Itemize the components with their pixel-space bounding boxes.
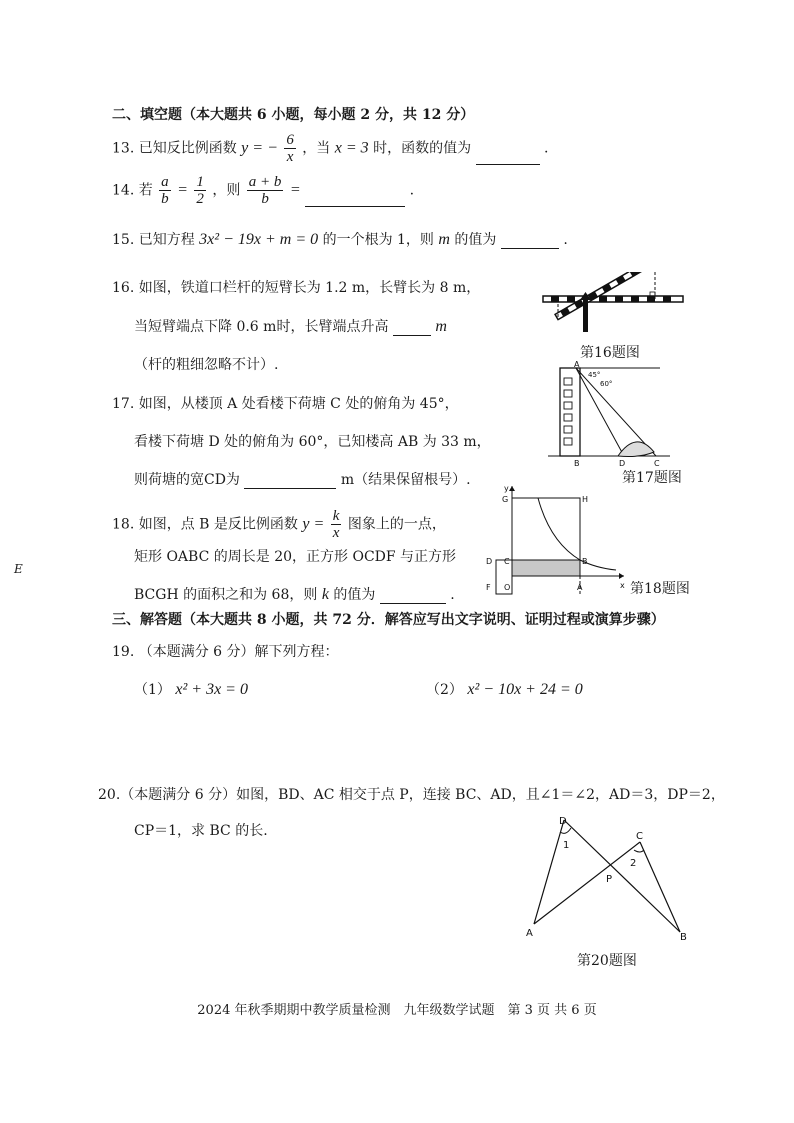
- q16-line-1: [112, 277, 480, 297]
- q13-number: 13.: [112, 140, 135, 157]
- svg-text:B: B: [680, 932, 687, 942]
- q17-line-1: [112, 393, 459, 413]
- q13-text-pre: 已知反比例函数: [138, 140, 237, 157]
- q13-end: .: [544, 140, 549, 157]
- q19-title: 19. （本题满分 6 分）解下列方程：: [112, 644, 339, 660]
- q19-p2-label: （2）: [426, 682, 463, 698]
- svg-text:60°: 60°: [600, 380, 613, 388]
- q17-text-1: 如图，从楼顶 A 处看楼下荷塘 C 处的俯角为 45°，: [138, 396, 459, 412]
- q17-pond: [618, 442, 654, 457]
- q16-text-2: 当短臂端点下降 0.6 m时，长臂端点升高: [134, 319, 389, 335]
- q20-segment-AC: [534, 842, 640, 924]
- q18-fn-lhs: y =: [302, 515, 325, 533]
- q20-segment-AD: [534, 820, 564, 924]
- q18-text-1b: 图象上的一点，: [347, 516, 446, 533]
- q17-caption: 第17题图: [622, 470, 682, 486]
- q14-end: .: [409, 182, 415, 199]
- q15-end: .: [563, 232, 568, 248]
- q13-text-post: 时，函数的值为: [373, 140, 472, 157]
- q15-equation: 3x² − 19x + m = 0: [199, 231, 319, 248]
- q19-p1-equation: x² + 3x = 0: [175, 681, 248, 698]
- q17-building: [560, 368, 580, 456]
- svg-text:D: D: [486, 557, 493, 566]
- q16-figure: [538, 272, 688, 334]
- svg-text:F: F: [486, 583, 491, 592]
- q14-fraction-half: $\frac{1}{2}$: [196, 174, 204, 207]
- q13-lhs: y = −: [241, 139, 278, 157]
- q15-number: 15.: [112, 232, 135, 248]
- q20-segment-DB: [564, 820, 680, 932]
- page-footer: 2024 年秋季期期中教学质量检测 九年级数学试题 第 3 页 共 6 页: [197, 1003, 597, 1018]
- q18-shaded-rect: [512, 560, 580, 576]
- q14-equals-2: =: [289, 181, 301, 199]
- q17-number: 17.: [112, 396, 135, 412]
- svg-text:H: H: [582, 495, 589, 504]
- q18-figure: [478, 482, 628, 596]
- q15-text-post: 的一个根为 1，则: [322, 232, 434, 248]
- q18-fn-fraction: $\frac{k}{x}$: [332, 508, 340, 541]
- svg-text:y: y: [504, 484, 509, 493]
- q13-fraction: $\frac{6}{x}$: [286, 132, 294, 165]
- q18-var: k: [321, 586, 329, 603]
- q18-number: 18.: [112, 516, 135, 533]
- q18-answer-blank[interactable]: [380, 587, 446, 604]
- q14-equals: =: [177, 181, 188, 199]
- svg-text:A: A: [574, 360, 580, 369]
- q16-text-1: 如图，铁道口栏杆的短臂长为 1.2 m，长臂长为 8 m，: [138, 280, 481, 296]
- q19-part-2: [426, 679, 583, 699]
- q17-line-3: [134, 469, 471, 489]
- q18-end: .: [450, 587, 455, 603]
- q14-fraction-target: $\frac{a + b}{b}$: [248, 174, 282, 207]
- q20-segment-CB: [640, 842, 680, 932]
- q17-answer-blank[interactable]: [244, 472, 336, 489]
- q16-answer-blank[interactable]: [393, 319, 431, 336]
- q18-line-1: [112, 508, 446, 541]
- q18-line-2: 矩形 OABC 的周长是 20，正方形 OCDF 与正方形: [134, 549, 457, 565]
- q20-line-2: CP＝1，求 BC 的长.: [134, 823, 268, 839]
- svg-text:1: 1: [563, 840, 570, 851]
- svg-text:B: B: [582, 557, 588, 566]
- q14-text-mid: ，则: [212, 182, 241, 199]
- svg-text:x: x: [620, 581, 625, 590]
- svg-text:C: C: [636, 831, 643, 842]
- q15-var: m: [438, 231, 450, 248]
- section-3-header: 三、解答题（本大题共 8 小题，共 72 分．解答应写出文字说明、证明过程或演算步骤）: [112, 612, 665, 628]
- q14-answer-blank[interactable]: [305, 190, 405, 207]
- q20-line-1: 20.（本题满分 6 分）如图，BD、AC 相交于点 P，连接 BC、AD，且∠1＝∠2，AD＝3，DP＝2，: [98, 787, 725, 803]
- svg-text:D: D: [619, 459, 626, 468]
- svg-text:A: A: [526, 928, 533, 939]
- q14-number: 14.: [112, 182, 135, 199]
- q19-part-1: [134, 679, 248, 699]
- q16-number: 16.: [112, 280, 135, 296]
- q17-figure: [548, 360, 678, 468]
- q18-caption: 第18题图: [630, 581, 690, 597]
- q14-text-pre: 若: [138, 182, 153, 199]
- svg-text:D: D: [559, 816, 567, 827]
- q18-line-3: [134, 584, 455, 604]
- q14-fraction-a-b: $\frac{a}{b}$: [161, 174, 169, 207]
- q13-condition: x = 3: [334, 139, 369, 157]
- svg-text:45°: 45°: [588, 371, 601, 379]
- margin-mark: E: [14, 562, 23, 576]
- svg-text:A: A: [577, 583, 583, 592]
- q20-figure: [524, 812, 694, 942]
- q13-text-mid: ，当: [302, 140, 331, 157]
- q18-text-3: BCGH 的面积之和为 68，则: [134, 587, 318, 603]
- q15-answer-blank[interactable]: [501, 232, 559, 249]
- q17-text-3b: m（结果保留根号）.: [340, 472, 471, 488]
- q16-line-2: [134, 316, 447, 336]
- svg-text:C: C: [654, 459, 660, 468]
- q13-answer-blank[interactable]: [476, 148, 540, 165]
- svg-text:O: O: [504, 583, 511, 592]
- q17-text-3: 则荷塘的宽CD为: [134, 472, 240, 488]
- question-14: [112, 174, 414, 207]
- question-13: [112, 132, 548, 165]
- q16-unit: m: [435, 318, 447, 335]
- q15-text-post2: 的值为: [454, 232, 497, 248]
- svg-text:P: P: [606, 874, 613, 885]
- svg-text:2: 2: [630, 858, 637, 869]
- q16-post: [583, 300, 588, 332]
- q16-horizontal-bar: [543, 296, 683, 302]
- svg-text:C: C: [504, 557, 510, 566]
- q19-p2-equation: x² − 10x + 24 = 0: [467, 681, 583, 698]
- q16-caption: 第16题图: [580, 345, 640, 361]
- q18-text-1: 如图，点 B 是反比例函数: [138, 516, 298, 533]
- section-2-header: 二、填空题（本大题共 6 小题，每小题 2 分，共 12 分）: [112, 107, 475, 123]
- q18-text-3b: 的值为: [333, 587, 376, 603]
- svg-text:B: B: [574, 459, 580, 468]
- q16-line-3: （杆的粗细忽略不计）.: [134, 357, 279, 373]
- q19-p1-label: （1）: [134, 682, 171, 698]
- q20-caption: 第20题图: [577, 953, 637, 969]
- question-15: [112, 229, 568, 249]
- q17-line-2: 看楼下荷塘 D 处的俯角为 60°，已知楼高 AB 为 33 m，: [134, 434, 491, 450]
- q15-text-pre: 已知方程: [138, 232, 195, 248]
- svg-text:G: G: [502, 495, 509, 504]
